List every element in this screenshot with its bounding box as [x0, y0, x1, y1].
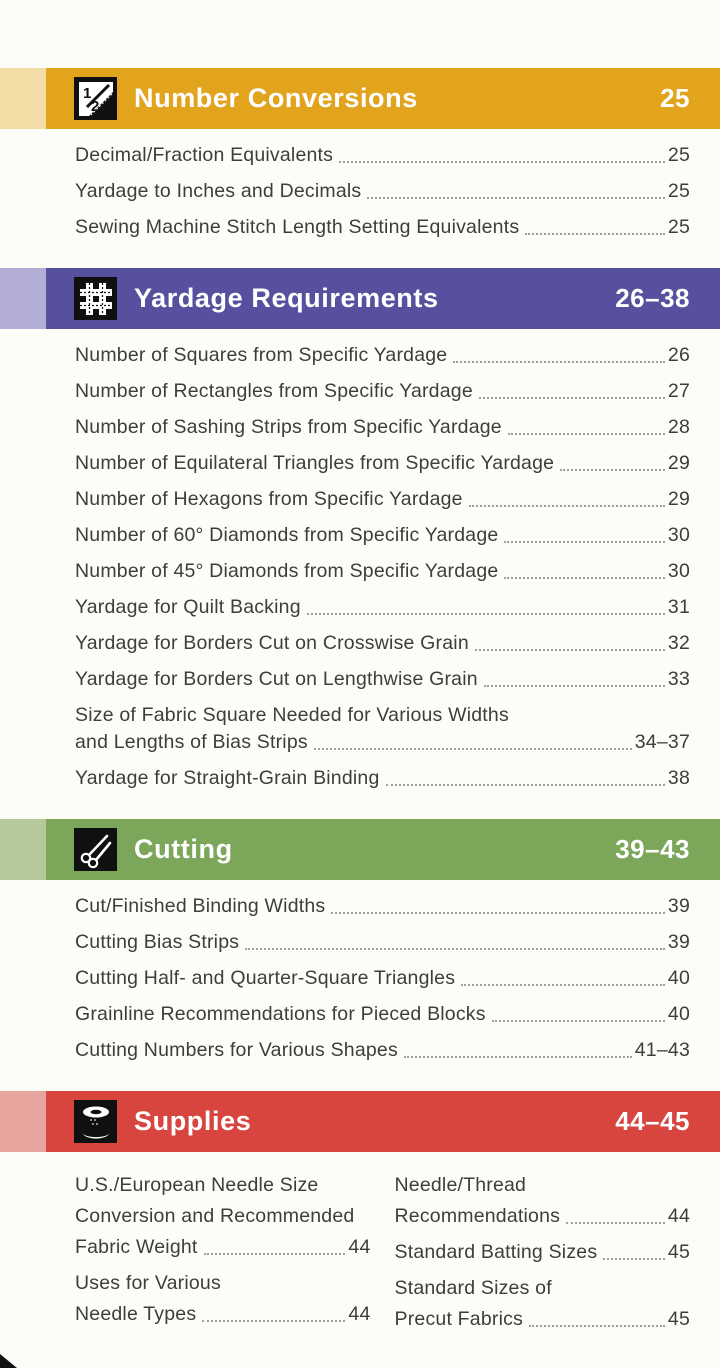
- toc-entry-label: Yardage for Straight-Grain Binding: [75, 767, 380, 789]
- section-spine-tint: [0, 1091, 46, 1152]
- toc-entry-page: 26: [667, 344, 690, 366]
- toc-entry: [75, 488, 690, 511]
- toc-entry-label: Number of Equilateral Triangles from Specific Yardage: [75, 452, 555, 474]
- toc-entry: [75, 931, 690, 954]
- section-page-range: 25: [660, 83, 690, 113]
- dot-leader: [469, 505, 665, 507]
- toc-section: [0, 268, 720, 819]
- toc-entry-label: Number of Hexagons from Specific Yardage: [75, 488, 463, 510]
- dot-leader: [492, 1020, 665, 1022]
- dot-leader: [331, 912, 665, 914]
- toc-entry: [75, 344, 690, 367]
- toc-entry-page: 29: [667, 452, 690, 474]
- toc-entry-page: 25: [667, 180, 690, 202]
- toc-entry: [75, 144, 690, 167]
- toc-entry-label: Yardage for Quilt Backing: [75, 596, 301, 618]
- toc-entry: [75, 216, 690, 239]
- toc-entry-page: 27: [667, 380, 690, 402]
- toc-entry: [75, 560, 690, 583]
- section-band: [46, 819, 720, 880]
- toc-entry: [75, 668, 690, 691]
- toc-entry-page: 40: [667, 1003, 690, 1025]
- section-page-range: 26–38: [615, 283, 690, 313]
- toc-entry-label: Yardage to Inches and Decimals: [75, 180, 362, 202]
- dot-leader: [566, 1222, 665, 1224]
- toc-entry-page: 30: [667, 524, 690, 546]
- dot-leader: [603, 1258, 665, 1260]
- dot-leader: [453, 361, 665, 363]
- toc-entry-page: 38: [667, 767, 690, 789]
- section-title: Supplies: [134, 1106, 252, 1136]
- dot-leader: [314, 748, 632, 750]
- toc-entry-label: Fabric Weight: [75, 1236, 198, 1258]
- section-band: [46, 268, 720, 329]
- toc-column-1: [75, 1172, 371, 1342]
- dot-leader: [479, 397, 665, 399]
- toc-entry-label: Cutting Numbers for Various Shapes: [75, 1039, 398, 1061]
- toc-entry-page: 44: [348, 1303, 371, 1325]
- section-header: [0, 819, 720, 880]
- toc-entry-label: U.S./European Needle Size: [75, 1174, 319, 1196]
- dot-leader: [475, 649, 665, 651]
- toc-entry-page: 40: [667, 967, 690, 989]
- toc-entry-label: Cutting Half- and Quarter-Square Triangles: [75, 967, 456, 989]
- page-corner-artifact: [0, 1354, 17, 1368]
- dot-leader: [404, 1056, 632, 1058]
- toc-entry-label: Grainline Recommendations for Pieced Blocks: [75, 1003, 486, 1025]
- dot-leader: [529, 1325, 665, 1327]
- toc-entry-page: 39: [667, 931, 690, 953]
- dot-leader: [525, 233, 665, 235]
- toc-entry-label: Sewing Machine Stitch Length Setting Equivalents: [75, 216, 520, 238]
- toc-entry: [75, 767, 690, 790]
- toc-entry: [395, 1239, 691, 1266]
- toc-entry: [75, 380, 690, 403]
- section-title: Cutting: [134, 834, 233, 864]
- svg-text:2: 2: [90, 97, 99, 115]
- svg-text:1: 1: [82, 84, 91, 102]
- toc-entry-label: Cut/Finished Binding Widths: [75, 895, 326, 917]
- dot-leader: [202, 1320, 345, 1322]
- toc-section: [0, 819, 720, 1091]
- section-spine-tint: [0, 268, 46, 329]
- thread-spool-icon: [74, 1100, 117, 1143]
- toc-entry-label: Yardage for Borders Cut on Lengthwise Grain: [75, 668, 478, 690]
- toc-section: [0, 1091, 720, 1342]
- dot-leader: [560, 469, 665, 471]
- toc-entry-page: 32: [667, 632, 690, 654]
- toc-entry-label: Decimal/Fraction Equivalents: [75, 144, 334, 166]
- toc-entry-page: 34–37: [634, 731, 690, 753]
- toc-entry: [75, 1172, 371, 1261]
- section-band: [46, 68, 720, 129]
- toc-entry-columns: [0, 1152, 720, 1342]
- dot-leader: [504, 577, 665, 579]
- toc-entry-list: [0, 329, 720, 819]
- section-header: [0, 268, 720, 329]
- dot-leader: [339, 161, 665, 163]
- toc-entry-page: 39: [667, 895, 690, 917]
- dot-leader: [245, 948, 665, 950]
- toc-entry: [395, 1172, 691, 1230]
- toc-entry: [75, 704, 690, 754]
- toc-entry-label: Recommendations: [394, 1205, 561, 1227]
- toc-entry-page: 41–43: [634, 1039, 690, 1061]
- toc-entry-page: 44: [667, 1205, 690, 1227]
- toc-entry-label: Number of 45° Diamonds from Specific Yardage: [75, 560, 499, 582]
- toc-entry-label: Standard Sizes of: [394, 1277, 552, 1299]
- toc-entry-label: Standard Batting Sizes: [394, 1241, 598, 1263]
- half-square-fraction-icon: [74, 77, 117, 120]
- section-title: Number Conversions: [134, 83, 418, 113]
- toc-entry-label: Uses for Various: [75, 1272, 221, 1294]
- dot-leader: [204, 1253, 346, 1255]
- toc-entry-label: Yardage for Borders Cut on Crosswise Grain: [75, 632, 469, 654]
- section-band: [46, 1091, 720, 1152]
- toc-entry-page: 25: [667, 144, 690, 166]
- toc-entry-label: Number of 60° Diamonds from Specific Yardage: [75, 524, 499, 546]
- dot-leader: [386, 784, 665, 786]
- toc-entry: [75, 180, 690, 203]
- toc-entry-label: and Lengths of Bias Strips: [75, 731, 308, 753]
- toc-entry-label: Precut Fabrics: [394, 1308, 524, 1330]
- toc-entry-page: 45: [667, 1308, 690, 1330]
- toc-entry-list: [0, 129, 720, 268]
- dot-leader: [484, 685, 665, 687]
- toc-entry-page: 31: [667, 596, 690, 618]
- toc-entry: [75, 416, 690, 439]
- toc-entry: [75, 895, 690, 918]
- toc-entry-page: 28: [667, 416, 690, 438]
- toc-entry: [395, 1275, 691, 1333]
- toc-entry-page: 33: [667, 668, 690, 690]
- dot-leader: [307, 613, 665, 615]
- toc-entry-label: Size of Fabric Square Needed for Various Widths: [75, 704, 509, 726]
- toc-entry: [75, 967, 690, 990]
- toc-entry-label: Number of Rectangles from Specific Yardage: [75, 380, 473, 402]
- toc-entry-label: Number of Sashing Strips from Specific Yardage: [75, 416, 502, 438]
- toc-entry-label: Conversion and Recommended: [75, 1205, 355, 1227]
- toc-entry-page: 45: [667, 1241, 690, 1263]
- fabric-weave-icon: [74, 277, 117, 320]
- toc-entry: [75, 524, 690, 547]
- section-spine-tint: [0, 819, 46, 880]
- toc-entry-label: Needle/Thread: [394, 1174, 527, 1196]
- toc-entry-label: Needle Types: [75, 1303, 197, 1325]
- toc-entry-page: 44: [348, 1236, 371, 1258]
- toc-entry: [75, 596, 690, 619]
- section-page-range: 39–43: [615, 834, 690, 864]
- toc-section: [0, 68, 720, 268]
- toc-column-2: [395, 1172, 691, 1342]
- scissors-icon: [74, 828, 117, 871]
- dot-leader: [508, 433, 665, 435]
- toc-entry-page: 30: [667, 560, 690, 582]
- section-title: Yardage Requirements: [134, 283, 439, 313]
- toc-entry-label: Cutting Bias Strips: [75, 931, 240, 953]
- section-page-range: 44–45: [615, 1106, 690, 1136]
- toc-entry-page: 25: [667, 216, 690, 238]
- toc-entry: [75, 1270, 371, 1328]
- section-header: [0, 68, 720, 129]
- toc-entry: [75, 1003, 690, 1026]
- dot-leader: [504, 541, 665, 543]
- toc-entry: [75, 452, 690, 475]
- dot-leader: [461, 984, 665, 986]
- dot-leader: [367, 197, 665, 199]
- toc-entry-page: 29: [667, 488, 690, 510]
- toc-entry: [75, 632, 690, 655]
- section-header: [0, 1091, 720, 1152]
- toc-entry-label: Number of Squares from Specific Yardage: [75, 344, 448, 366]
- toc-entry: [75, 1039, 690, 1062]
- toc-entry-list: [0, 880, 720, 1091]
- section-spine-tint: [0, 68, 46, 129]
